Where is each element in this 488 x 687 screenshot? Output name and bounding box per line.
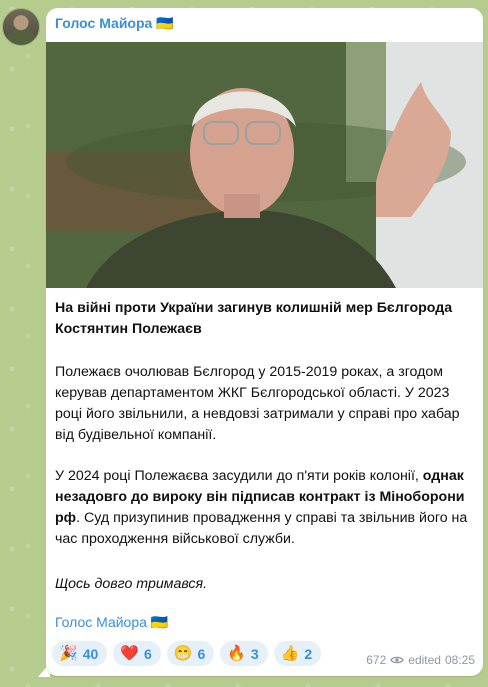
post-paragraph-1: Полежаєв очолював Бєлгород у 2015-2019 роках, а згодом керував департаментом ЖКГ Бєлгородської області. У 2023 році його звільнили, а невдовзі затримали у справі про хабар від будівельної компанії. <box>55 364 460 443</box>
grin-emoji-icon: 😁 <box>173 645 193 662</box>
reaction-count: 6 <box>143 645 152 662</box>
reaction-party[interactable] <box>52 641 107 666</box>
eye-icon <box>390 655 404 665</box>
post-paragraph-3: Щось довго тримався. <box>55 576 208 592</box>
post-paragraph-2-part-a: У 2024 році Полежаєва засудили до п'яти років колонії, <box>55 468 423 484</box>
party-emoji-icon: 🎉 <box>59 645 78 662</box>
channel-avatar[interactable] <box>2 8 40 46</box>
reactions-bar <box>52 641 321 666</box>
post-paragraph-2-bold: однак незадовго до вироку він підписав контракт із Міноборони рф <box>55 468 465 526</box>
post-paragraph-2 <box>55 466 475 550</box>
message-meta <box>366 653 475 667</box>
post-headline: На війні проти України загинув колишній мер Бєлгорода Костянтин Полежаєв <box>55 300 453 337</box>
reaction-grin[interactable] <box>167 641 214 666</box>
reaction-count: 3 <box>250 645 259 662</box>
post-photo[interactable] <box>46 42 483 288</box>
post-signature-link[interactable]: Голос Майора 🇺🇦 <box>55 614 169 630</box>
post-paragraph-2-part-c: . Суд призупинив провадження у справі та звільнив його на час проходження військової служби. <box>55 510 468 547</box>
channel-name[interactable]: Голос Майора 🇺🇦 <box>55 15 174 31</box>
message-bubble <box>46 8 483 676</box>
reaction-heart[interactable] <box>113 641 160 666</box>
message-time: 08:25 <box>444 653 475 667</box>
reaction-count: 6 <box>197 645 206 662</box>
reaction-fire[interactable] <box>220 641 267 666</box>
heart-emoji-icon: ❤️ <box>120 645 139 662</box>
edited-label: edited <box>408 653 441 667</box>
reaction-count: 40 <box>82 645 99 662</box>
thumbs-up-emoji-icon: 👍 <box>280 645 300 662</box>
fire-emoji-icon: 🔥 <box>227 645 246 662</box>
reaction-count: 2 <box>304 645 313 662</box>
photo-illustration <box>46 42 483 288</box>
reaction-thumbs-up[interactable] <box>274 641 321 666</box>
view-count: 672 <box>366 653 387 667</box>
